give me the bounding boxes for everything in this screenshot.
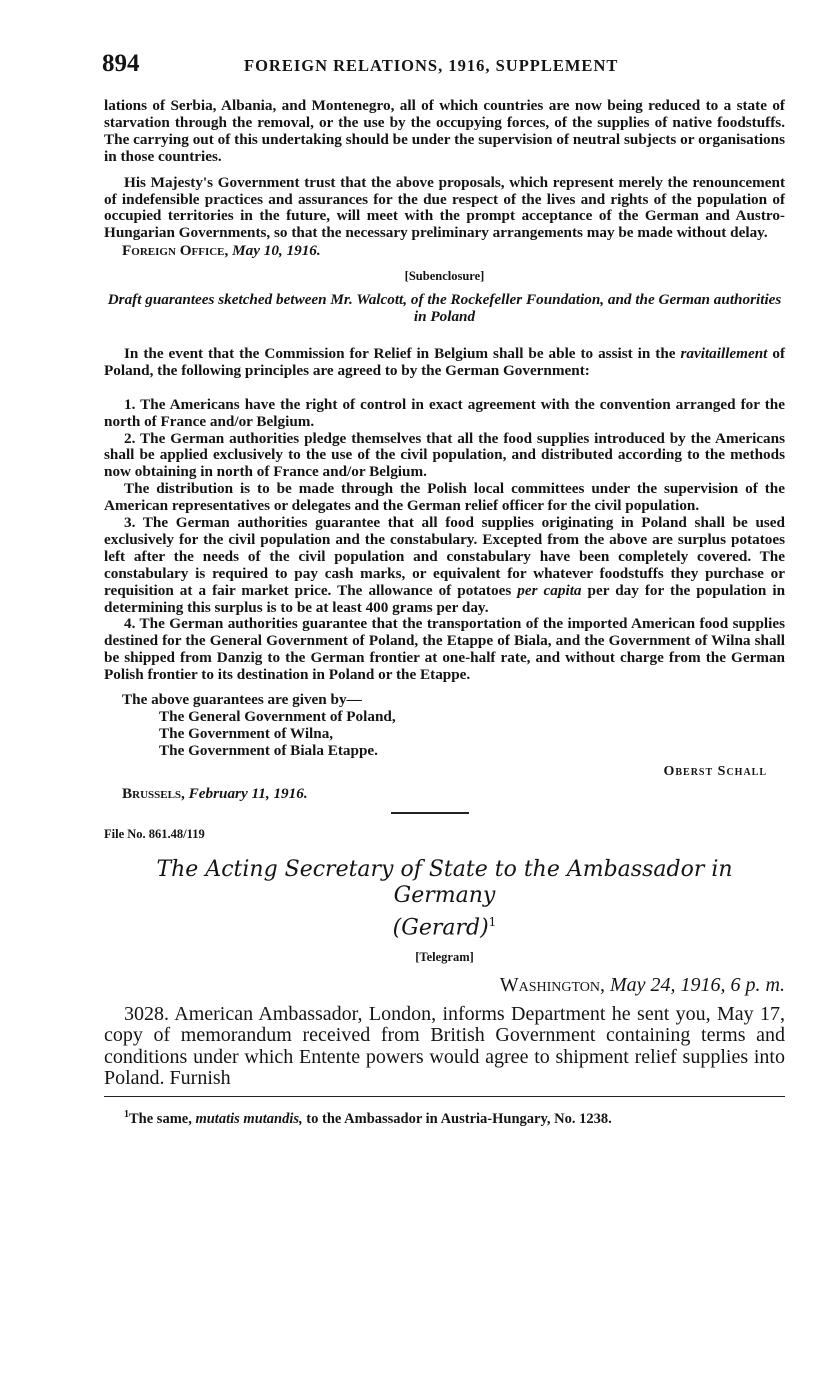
- list-item-3: 3. The German authorities guarantee that all food supplies originating in Poland shall be used exclusively for the civil population and the constabulary. Excepted from the above are surplus potatoes left after the needs of the civil population and constabulary have been completely covered. The constabulary is required to pay cash marks, or equivalent for whatever foodstuffs they purchase or requisition at a fair market price. The allowance of potatoes per capita per day for the population in determining this surplus is to be at least 400 grams per day.: [104, 514, 786, 616]
- footnote-rule: [104, 1096, 785, 1097]
- paragraph-intro: In the event that the Commission for Relief in Belgium shall be able to assist in the ravitaillement of Poland, the following principles are agreed to by the German Government:: [104, 344, 786, 379]
- draft-title: Draft guarantees sketched between Mr. Walcott, of the Rockefeller Foundation, and the German authorities in Poland: [107, 291, 782, 325]
- list-item-4: 4. The German authorities guarantee that the transportation of the imported American food supplies destined for the General Government of Poland, the Etappe of Biala, and the Government of Wilna shall be shipped from Danzig to the German frontier at one-half rate, and without charge from the German Polish frontier to its destination in Poland or the Etappe.: [104, 615, 785, 684]
- brussels-dateline: Brussels, February 11, 1916.: [122, 784, 308, 802]
- list-item-2: 2. The German authorities pledge themselves that all the food supplies introduced by the Americans shall be applied exclusively to the use of the civil population, and distributed according to the methods now obtaining in north of France and/or Belgium.: [104, 429, 785, 481]
- footnote: $^1$The same, mutatis mutandis, to the Ambassador in Austria-Hungary, No. 1238.: [124, 1108, 612, 1127]
- list-item-2-distribution: The distribution is to be made through the Polish local committees under the supervision of the American representatives or delegates and the German relief officer for the civil population.: [104, 480, 785, 515]
- subenclosure-label: [Subenclosure]: [404, 269, 485, 284]
- telegram-label: [Telegram]: [415, 949, 474, 964]
- document-title: The Acting Secretary of State to the Ambassador in Germany (Gerard)$^1$: [156, 856, 733, 940]
- paragraph-majesty: His Majesty's Government trust that the above proposals, which represent merely the renouncement of indefensible practices and assurances for the due respect of the lives and rights of the population of occupied territories in the future, will meet with the prompt acceptance of the German and Austro-Hungarian Governments, so that the necessary preliminary arrangements may be made without delay.: [104, 173, 785, 242]
- document-body: [104, 98, 785, 1127]
- telegram-body: 3028. American Ambassador, London, informs Department he sent you, May 17, copy of memorandum received from British Government containing terms and conditions under which Entente powers would agree to shipment relief supplies into Poland. Furnish: [104, 1002, 785, 1090]
- office-date: May 10, 1916.: [232, 242, 321, 260]
- page-header: [102, 50, 786, 82]
- government-poland: The General Government of Poland,: [159, 708, 396, 725]
- signature-row: [104, 764, 785, 784]
- government-biala: The Government of Biala Etappe.: [159, 741, 378, 759]
- list-item-1: 1. The Americans have the right of control in exact agreement with the convention arranged for the north of France and/or Belgium.: [104, 395, 785, 430]
- signature-foreign-office: [104, 243, 785, 260]
- section-divider: [391, 812, 469, 814]
- page-number: 894: [102, 50, 140, 77]
- running-title: FOREIGN RELATIONS, 1916, SUPPLEMENT: [244, 56, 619, 75]
- paragraph-continuation: lations of Serbia, Albania, and Montenegro, all of which countries are now being reduced to a state of starvation through the removal, or the use by the occupying forces, of the supplies of native foodstuffs. The carrying out of this undertaking should be under the supervision of neutral subjects or organisations in those countries.: [104, 97, 785, 165]
- government-wilna: The Government of Wilna,: [159, 724, 334, 742]
- telegram-dateline: Washington, May 24, 1916, 6 p. m.: [499, 973, 785, 996]
- signer-name: Oberst Schall: [663, 763, 767, 779]
- file-number: File No. 861.48/119: [104, 826, 205, 841]
- office-name: Foreign Office,: [122, 242, 229, 260]
- guarantees-by: The above guarantees are given by—: [122, 691, 362, 709]
